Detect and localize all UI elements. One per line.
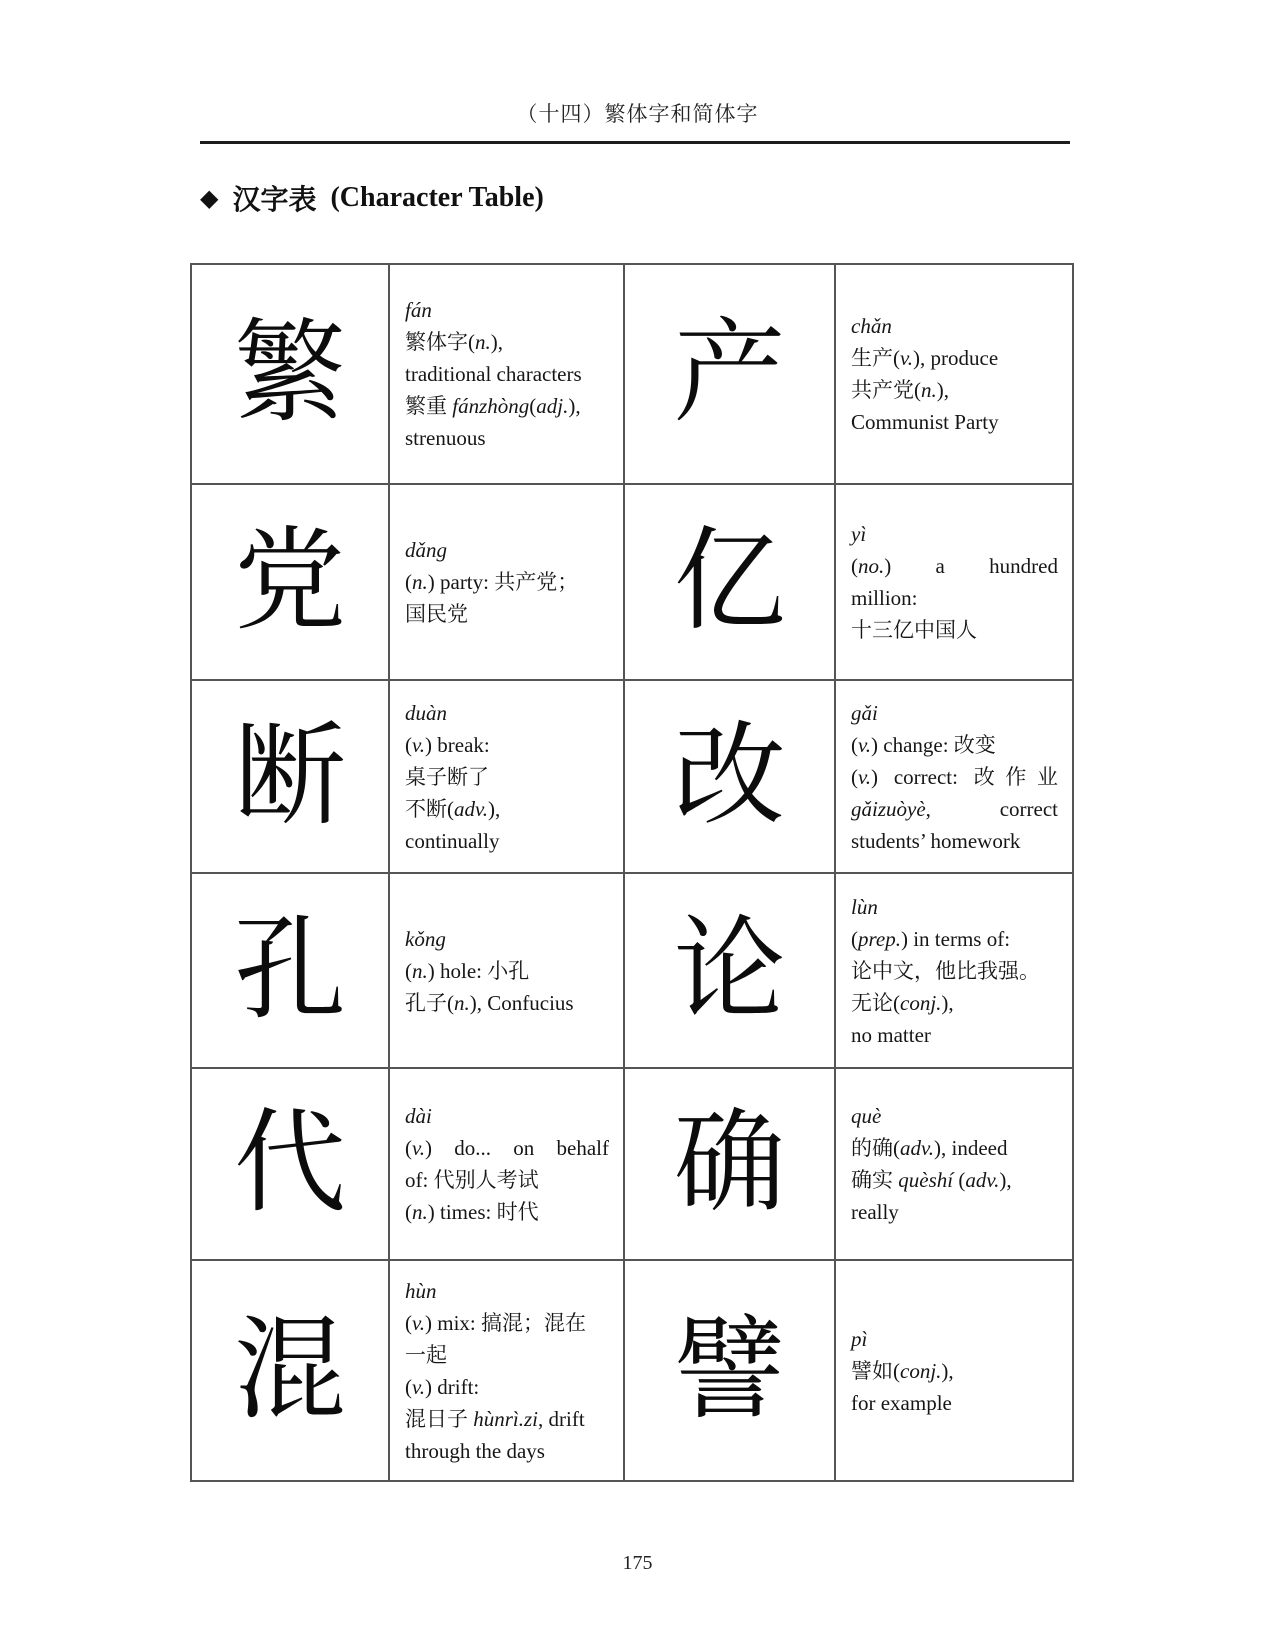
definition-line: lùn (851, 894, 878, 919)
character-glyph-cell (192, 485, 390, 681)
running-header: （十四）繁体字和简体字 (516, 102, 759, 126)
table-row (192, 681, 1072, 874)
definition-line: million: (851, 586, 918, 610)
character-glyph: 譬 (673, 1308, 786, 1433)
definition-cell (836, 485, 1072, 681)
character-glyph: 孔 (234, 908, 346, 1033)
definition-line: 论中文，他比我强。 (851, 958, 1040, 983)
table-row (192, 1069, 1072, 1261)
character-glyph-cell (192, 1261, 390, 1480)
definition-line: (v.) change: 改变 (851, 732, 996, 757)
definition-line: (n.) party: 共产党； (405, 570, 579, 594)
definition-line: 生产(v.), produce (851, 346, 999, 370)
definition-cell (836, 874, 1072, 1069)
definition-line: (v.) do... on behalf (405, 1136, 609, 1160)
character-glyph: 产 (673, 312, 786, 436)
character-glyph-cell (192, 874, 390, 1069)
definition-line: 不断(adv.), (405, 796, 501, 821)
definition-line: (v.) break: (405, 732, 490, 757)
definition-line: pì (851, 1326, 868, 1351)
table-row (192, 874, 1072, 1069)
diamond-bullet-icon: ◆ (200, 186, 219, 212)
section-title (200, 178, 544, 218)
definition-line: for example (851, 1390, 952, 1415)
definition-line: (n.) times: 时代 (405, 1200, 539, 1224)
character-table (190, 263, 1074, 1482)
table-row (192, 265, 1072, 485)
definition-line: (no.) a hundred (851, 554, 1058, 578)
definition-line: 一起 (405, 1342, 447, 1367)
definition-line: (v.) correct: 改作业 (851, 764, 1058, 789)
definition-line: 的确(adv.), indeed (851, 1136, 1008, 1160)
definition-line: 桌子断了 (405, 764, 489, 789)
definition-cell (836, 681, 1072, 874)
definition-line: 繁体字(n.), (405, 330, 503, 354)
character-glyph-cell (625, 681, 836, 874)
character-glyph: 代 (234, 1102, 346, 1226)
definition-line: gǎizuòyè, correct (851, 796, 1058, 821)
definition-line: students’ homework (851, 828, 1021, 853)
definition-line: 孔子(n.), Confucius (405, 990, 574, 1015)
definition-cell (390, 874, 625, 1069)
definition-line: yì (851, 522, 867, 546)
definition-line: (v.) drift: (405, 1374, 480, 1399)
definition-line: 繁重 fánzhòng(adj.), (405, 394, 581, 418)
definition-line: of: 代别人考试 (405, 1168, 539, 1192)
character-glyph-cell (625, 485, 836, 681)
definition-line: 十三亿中国人 (851, 618, 977, 642)
definition-line: 确实 quèshí (adv.), (851, 1168, 1012, 1192)
definition-line: 混日子 hùnrì.zi, drift (405, 1406, 585, 1431)
definition-line: què (851, 1104, 882, 1128)
definition-line: duàn (405, 700, 447, 725)
definition-cell (836, 1069, 1072, 1261)
definition-line: (n.) hole: 小孔 (405, 958, 530, 983)
definition-cell (390, 1069, 625, 1261)
definition-line: dài (405, 1104, 432, 1128)
definition-line: strenuous (405, 426, 486, 450)
definition-line: hùn (405, 1278, 437, 1303)
definition-cell (836, 1261, 1072, 1480)
definition-cell (390, 265, 625, 485)
character-glyph: 论 (673, 908, 786, 1033)
section-title-en: (Character Table) (330, 182, 544, 213)
definition-line: continually (405, 828, 500, 853)
definition-line: dǎng (405, 538, 447, 562)
section-title-zh: 汉字表 (232, 185, 317, 216)
table-row (192, 1261, 1072, 1480)
character-glyph: 断 (234, 714, 346, 839)
definition-line: through the days (405, 1438, 545, 1463)
definition-cell (390, 1261, 625, 1480)
definition-cell (390, 681, 625, 874)
character-glyph-cell (192, 1069, 390, 1261)
definition-line: fán (405, 298, 432, 322)
page-number: 175 (622, 1552, 653, 1574)
character-glyph-cell (625, 874, 836, 1069)
character-glyph: 改 (673, 714, 786, 839)
definition-line: kǒng (405, 926, 446, 951)
definition-line: chǎn (851, 314, 892, 338)
definition-cell (390, 485, 625, 681)
definition-line: no matter (851, 1022, 931, 1047)
character-glyph: 混 (234, 1308, 346, 1433)
definition-line: (v.) mix: 搞混；混在 (405, 1310, 587, 1335)
definition-line: (prep.) in terms of: (851, 926, 1011, 951)
character-glyph: 亿 (673, 520, 786, 644)
table-row (192, 485, 1072, 681)
header-rule (200, 141, 1070, 144)
definition-line: really (851, 1200, 899, 1224)
character-glyph: 繁 (234, 312, 346, 436)
character-glyph-cell (192, 681, 390, 874)
definition-line: 国民党 (405, 602, 468, 626)
character-glyph-cell (625, 1069, 836, 1261)
character-glyph: 确 (673, 1102, 786, 1226)
definition-line: 共产党(n.), (851, 378, 949, 402)
definition-cell (836, 265, 1072, 485)
character-glyph-cell (192, 265, 390, 485)
character-glyph-cell (625, 1261, 836, 1480)
character-glyph: 党 (234, 520, 346, 644)
definition-line: traditional characters (405, 362, 582, 386)
definition-line: 无论(conj.), (851, 990, 954, 1015)
definition-line: Communist Party (851, 410, 999, 434)
definition-line: gǎi (851, 700, 878, 725)
definition-line: 譬如(conj.), (851, 1358, 954, 1383)
character-glyph-cell (625, 265, 836, 485)
